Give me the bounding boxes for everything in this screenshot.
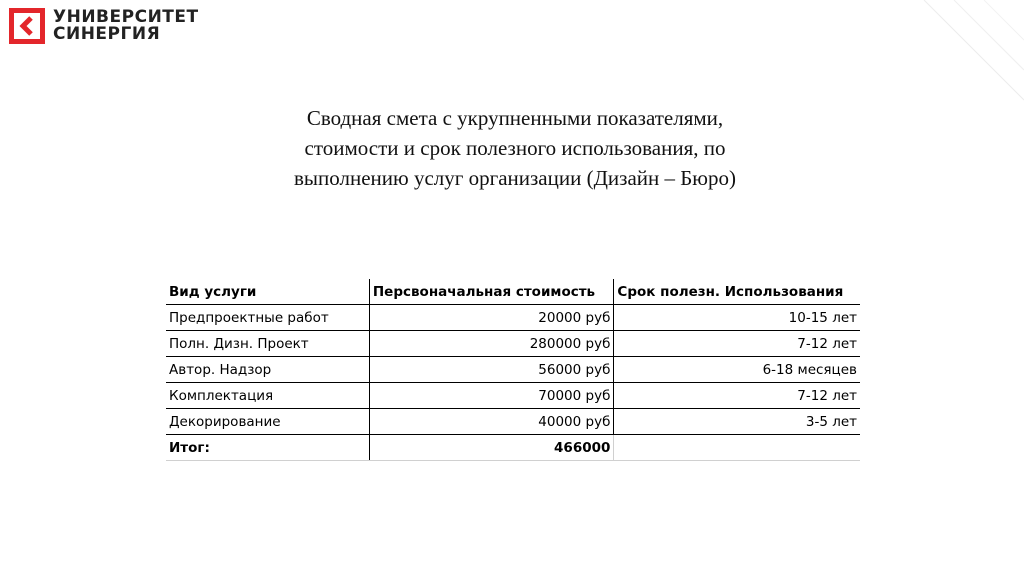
table-header-row [166, 279, 860, 305]
cell-cost: 20000 руб [369, 305, 614, 331]
cell-term: 6-18 месяцев [614, 357, 860, 383]
table-row [166, 357, 860, 383]
total-label: Итог: [166, 435, 369, 461]
cell-service: Предпроектные работ [166, 305, 369, 331]
total-term-empty [614, 435, 860, 461]
logo-wordmark [53, 9, 199, 43]
table-total-row [166, 435, 860, 461]
cell-cost: 70000 руб [369, 383, 614, 409]
total-value: 466000 [369, 435, 614, 461]
cell-service: Комплектация [166, 383, 369, 409]
table-row [166, 409, 860, 435]
cell-service: Автор. Надзор [166, 357, 369, 383]
logo-line-2: СИНЕРГИЯ [53, 24, 161, 44]
estimate-table [166, 279, 860, 461]
header-service: Вид услуги [166, 279, 369, 305]
slide-title: Сводная смета с укрупненными показателями, стоимости и срок полезного использования, по выполнению услуг организации (Дизайн – Бюро) [294, 106, 736, 190]
table-row [166, 383, 860, 409]
cell-term: 10-15 лет [614, 305, 860, 331]
cell-service: Декорирование [166, 409, 369, 435]
cell-term: 3-5 лет [614, 409, 860, 435]
corner-decoration [884, 0, 1024, 140]
logo-line-1: УНИВЕРСИТЕТ [53, 7, 199, 27]
cell-term: 7-12 лет [614, 331, 860, 357]
table-row [166, 331, 860, 357]
cell-cost: 56000 руб [369, 357, 614, 383]
university-logo [9, 8, 199, 44]
estimate-table-container [166, 279, 860, 461]
synergy-logo-icon [9, 8, 45, 44]
table-row [166, 305, 860, 331]
header-cost: Персвоначальная стоимость [369, 279, 614, 305]
cell-cost: 40000 руб [369, 409, 614, 435]
header-term: Срок полезн. Использования [614, 279, 860, 305]
cell-term: 7-12 лет [614, 383, 860, 409]
cell-cost: 280000 руб [369, 331, 614, 357]
cell-service: Полн. Дизн. Проект [166, 331, 369, 357]
